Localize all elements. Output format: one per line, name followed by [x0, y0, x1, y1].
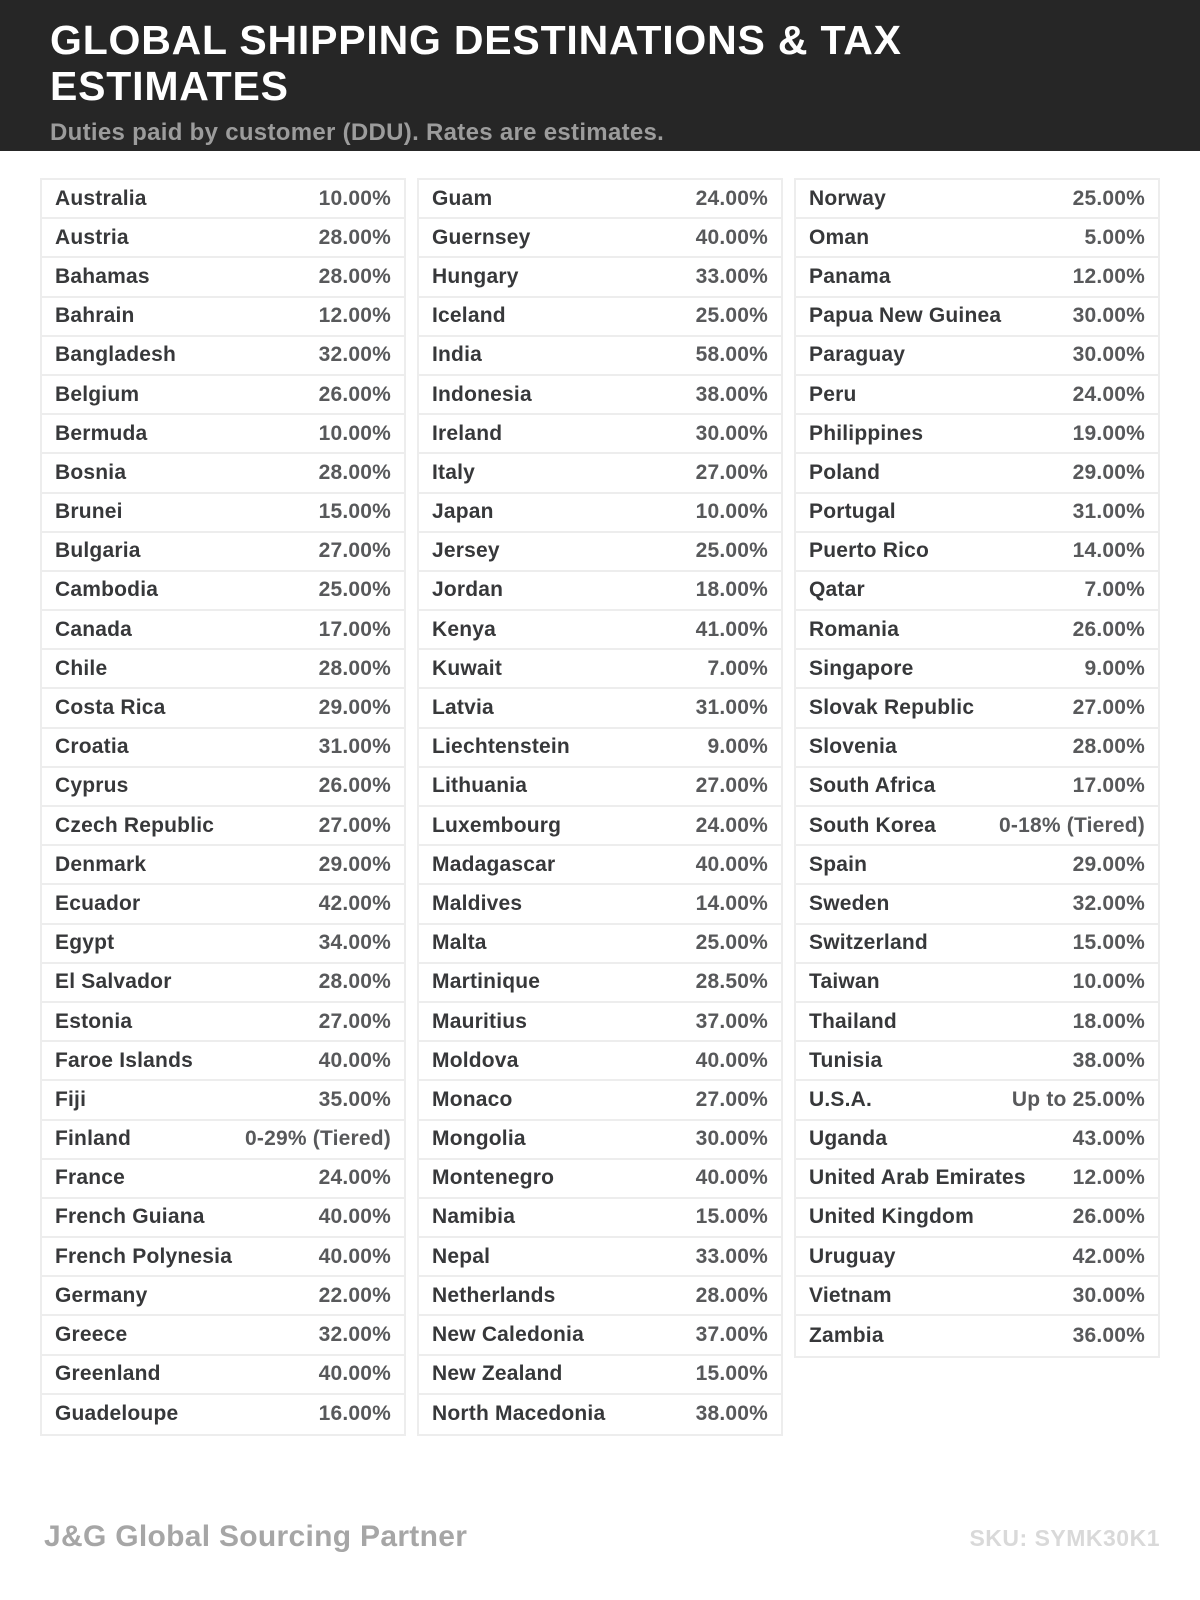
table-row: [42, 454, 404, 493]
table-row: [419, 258, 781, 297]
table-row: [796, 1003, 1158, 1042]
tax-rate: 28.00%: [1072, 735, 1145, 759]
table-row: [419, 964, 781, 1003]
tax-rate: 31.00%: [1072, 500, 1145, 524]
tax-rate: 0-18% (Tiered): [999, 813, 1145, 837]
country-name: Philippines: [809, 421, 924, 445]
tax-rate: 40.00%: [695, 225, 768, 249]
table-row: [419, 689, 781, 728]
table-row: [42, 807, 404, 846]
tax-rate: 15.00%: [695, 1362, 768, 1386]
country-name: Kuwait: [432, 656, 503, 680]
tax-rate: 36.00%: [1072, 1324, 1145, 1348]
country-name: India: [432, 343, 483, 367]
table-row: [796, 964, 1158, 1003]
tax-rate: 31.00%: [318, 735, 391, 759]
table-row: [42, 768, 404, 807]
country-name: Panama: [809, 264, 891, 288]
table-row: [42, 219, 404, 258]
table-row: [42, 650, 404, 689]
tax-rate: 14.00%: [1072, 539, 1145, 563]
tax-rate: 40.00%: [318, 1205, 391, 1229]
table-row: [42, 689, 404, 728]
tax-rate: 27.00%: [695, 460, 768, 484]
tax-rate: 28.00%: [318, 264, 391, 288]
country-name: U.S.A.: [809, 1087, 873, 1111]
country-name: Indonesia: [432, 382, 532, 406]
country-name: Cyprus: [55, 774, 129, 798]
tax-rate: 27.00%: [695, 774, 768, 798]
country-name: Latvia: [432, 696, 494, 720]
tax-rate: Up to 25.00%: [1011, 1087, 1145, 1111]
table-row: [42, 1003, 404, 1042]
tax-rate: 32.00%: [1072, 891, 1145, 915]
table-row: [419, 807, 781, 846]
table-row: [419, 729, 781, 768]
country-name: Estonia: [55, 1009, 133, 1033]
tax-rate: 29.00%: [318, 696, 391, 720]
tax-rate: 33.00%: [695, 264, 768, 288]
table-row: [796, 611, 1158, 650]
tax-table-column-1: [40, 178, 406, 1436]
tax-rate: 38.00%: [695, 382, 768, 406]
tax-rate: 30.00%: [1072, 343, 1145, 367]
table-row: [419, 1081, 781, 1120]
country-name: Uganda: [809, 1127, 888, 1151]
tax-rate: 27.00%: [318, 813, 391, 837]
country-name: Guernsey: [432, 225, 531, 249]
table-row: [42, 729, 404, 768]
tax-rate: 26.00%: [318, 774, 391, 798]
country-name: Spain: [809, 852, 868, 876]
table-row: [796, 885, 1158, 924]
country-name: Bermuda: [55, 421, 148, 445]
tax-rate: 40.00%: [695, 1048, 768, 1072]
table-row: [796, 650, 1158, 689]
tax-rate: 31.00%: [695, 696, 768, 720]
tax-rate: 7.00%: [707, 656, 768, 680]
table-row: [419, 337, 781, 376]
tax-rate: 18.00%: [695, 578, 768, 602]
tax-rate: 43.00%: [1072, 1127, 1145, 1151]
country-name: Guam: [432, 186, 493, 210]
tax-rate: 26.00%: [1072, 1205, 1145, 1229]
tax-rate: 25.00%: [1072, 186, 1145, 210]
country-name: Bahrain: [55, 304, 135, 328]
table-row: [419, 1003, 781, 1042]
tax-rate: 42.00%: [318, 891, 391, 915]
table-row: [42, 1277, 404, 1316]
country-name: Sweden: [809, 891, 890, 915]
country-name: France: [55, 1166, 126, 1190]
tax-rate: 14.00%: [695, 891, 768, 915]
country-name: Greece: [55, 1323, 128, 1347]
country-name: Montenegro: [432, 1166, 555, 1190]
page-header: [0, 0, 1200, 151]
table-row: [796, 376, 1158, 415]
country-name: South Korea: [809, 813, 937, 837]
country-name: Japan: [432, 500, 494, 524]
table-row: [419, 415, 781, 454]
table-row: [796, 1081, 1158, 1120]
tax-rate: 24.00%: [318, 1166, 391, 1190]
country-name: Moldova: [432, 1048, 519, 1072]
tax-rate: 10.00%: [318, 186, 391, 210]
table-row: [796, 1042, 1158, 1081]
table-row: [419, 494, 781, 533]
page-footer: [44, 1520, 1160, 1554]
country-name: Cambodia: [55, 578, 159, 602]
tax-rate: 7.00%: [1084, 578, 1145, 602]
country-name: Slovak Republic: [809, 696, 975, 720]
country-name: Mongolia: [432, 1127, 526, 1151]
table-row: [42, 1356, 404, 1395]
table-row: [796, 925, 1158, 964]
table-row: [42, 1199, 404, 1238]
country-name: Denmark: [55, 852, 147, 876]
country-name: Guadeloupe: [55, 1402, 179, 1426]
country-name: Taiwan: [809, 970, 880, 994]
country-name: El Salvador: [55, 970, 172, 994]
country-name: South Africa: [809, 774, 936, 798]
tax-rate: 19.00%: [1072, 421, 1145, 445]
table-row: [419, 768, 781, 807]
country-name: Jersey: [432, 539, 500, 563]
country-name: Netherlands: [432, 1283, 556, 1307]
tax-rate: 40.00%: [695, 1166, 768, 1190]
country-name: Martinique: [432, 970, 541, 994]
country-name: Maldives: [432, 891, 523, 915]
country-name: Bosnia: [55, 460, 127, 484]
table-row: [419, 650, 781, 689]
tax-rate: 30.00%: [695, 1127, 768, 1151]
table-row: [419, 533, 781, 572]
tax-rate: 28.00%: [318, 460, 391, 484]
table-row: [419, 1277, 781, 1316]
tax-rate-table: [40, 178, 1160, 1436]
table-row: [42, 1160, 404, 1199]
table-row: [796, 415, 1158, 454]
country-name: Italy: [432, 460, 476, 484]
table-row: [42, 258, 404, 297]
tax-rate: 28.00%: [318, 225, 391, 249]
table-row: [419, 1199, 781, 1238]
tax-rate: 9.00%: [707, 735, 768, 759]
table-row: [42, 1395, 404, 1434]
table-row: [419, 1395, 781, 1434]
tax-rate: 22.00%: [318, 1283, 391, 1307]
country-name: Monaco: [432, 1087, 513, 1111]
table-row: [419, 1121, 781, 1160]
table-row: [796, 807, 1158, 846]
tax-rate: 37.00%: [695, 1009, 768, 1033]
table-row: [42, 1042, 404, 1081]
country-name: Czech Republic: [55, 813, 215, 837]
country-name: New Caledonia: [432, 1323, 584, 1347]
tax-rate: 29.00%: [318, 852, 391, 876]
tax-rate: 26.00%: [318, 382, 391, 406]
country-name: Ecuador: [55, 891, 141, 915]
tax-rate: 10.00%: [1072, 970, 1145, 994]
country-name: Oman: [809, 225, 870, 249]
table-row: [796, 1121, 1158, 1160]
tax-rate: 30.00%: [1072, 304, 1145, 328]
table-row: [42, 533, 404, 572]
table-row: [42, 964, 404, 1003]
tax-rate: 38.00%: [1072, 1048, 1145, 1072]
table-row: [42, 1238, 404, 1277]
country-name: French Polynesia: [55, 1244, 233, 1268]
table-row: [796, 768, 1158, 807]
tax-table-column-3: [794, 178, 1160, 1358]
country-name: Qatar: [809, 578, 865, 602]
table-row: [42, 180, 404, 219]
table-row: [796, 298, 1158, 337]
brand-name: J&G Global Sourcing Partner: [44, 1520, 468, 1553]
tax-rate: 15.00%: [695, 1205, 768, 1229]
country-name: Tunisia: [809, 1048, 883, 1072]
table-row: [42, 846, 404, 885]
country-name: Uruguay: [809, 1244, 896, 1268]
tax-rate: 28.50%: [695, 970, 768, 994]
tax-rate: 17.00%: [318, 617, 391, 641]
table-row: [42, 572, 404, 611]
table-row: [42, 885, 404, 924]
table-row: [796, 729, 1158, 768]
country-name: Malta: [432, 931, 487, 955]
table-row: [796, 1199, 1158, 1238]
table-row: [42, 337, 404, 376]
country-name: United Arab Emirates: [809, 1166, 1026, 1190]
tax-rate: 28.00%: [318, 656, 391, 680]
country-name: Greenland: [55, 1362, 161, 1386]
country-name: Iceland: [432, 304, 506, 328]
country-name: Brunei: [55, 500, 123, 524]
table-row: [42, 415, 404, 454]
country-name: Norway: [809, 186, 887, 210]
table-row: [419, 925, 781, 964]
table-row: [796, 1238, 1158, 1277]
country-name: Austria: [55, 225, 129, 249]
country-name: North Macedonia: [432, 1402, 606, 1426]
table-row: [42, 611, 404, 650]
table-row: [796, 846, 1158, 885]
sku-label: SKU: SYMK30K1: [969, 1525, 1160, 1551]
country-name: Namibia: [432, 1205, 516, 1229]
country-name: Egypt: [55, 931, 115, 955]
page-subtitle: Duties paid by customer (DDU). Rates are estimates.: [50, 118, 665, 146]
tax-rate: 9.00%: [1084, 656, 1145, 680]
tax-rate: 32.00%: [318, 1323, 391, 1347]
table-row: [42, 376, 404, 415]
tax-rate: 27.00%: [695, 1087, 768, 1111]
tax-rate: 12.00%: [1072, 264, 1145, 288]
tax-rate: 40.00%: [318, 1048, 391, 1072]
table-row: [796, 689, 1158, 728]
country-name: Nepal: [432, 1244, 491, 1268]
tax-rate: 33.00%: [695, 1244, 768, 1268]
tax-rate: 28.00%: [318, 970, 391, 994]
table-row: [42, 1121, 404, 1160]
country-name: Faroe Islands: [55, 1048, 193, 1072]
tax-rate: 24.00%: [695, 186, 768, 210]
tax-rate: 26.00%: [1072, 617, 1145, 641]
table-row: [419, 611, 781, 650]
table-row: [796, 258, 1158, 297]
country-name: Germany: [55, 1283, 148, 1307]
country-name: Bahamas: [55, 264, 150, 288]
country-name: Papua New Guinea: [809, 304, 1002, 328]
table-row: [796, 1160, 1158, 1199]
table-row: [419, 1042, 781, 1081]
table-row: [796, 494, 1158, 533]
table-row: [419, 1356, 781, 1395]
tax-rate: 24.00%: [695, 813, 768, 837]
tax-rate: 35.00%: [318, 1087, 391, 1111]
tax-rate: 10.00%: [318, 421, 391, 445]
country-name: Portugal: [809, 500, 896, 524]
tax-rate: 40.00%: [318, 1244, 391, 1268]
table-row: [42, 298, 404, 337]
tax-rate: 40.00%: [318, 1362, 391, 1386]
country-name: Chile: [55, 656, 108, 680]
tax-rate: 41.00%: [695, 617, 768, 641]
tax-rate: 10.00%: [695, 500, 768, 524]
country-name: New Zealand: [432, 1362, 563, 1386]
table-row: [796, 572, 1158, 611]
tax-rate: 28.00%: [695, 1283, 768, 1307]
country-name: Kenya: [432, 617, 497, 641]
tax-rate: 15.00%: [318, 500, 391, 524]
tax-rate: 0-29% (Tiered): [245, 1127, 391, 1151]
tax-rate: 29.00%: [1072, 460, 1145, 484]
country-name: Romania: [809, 617, 900, 641]
tax-rate: 34.00%: [318, 931, 391, 955]
tax-rate: 16.00%: [318, 1402, 391, 1426]
country-name: Paraguay: [809, 343, 906, 367]
tax-rate: 29.00%: [1072, 852, 1145, 876]
country-name: Ireland: [432, 421, 503, 445]
country-name: French Guiana: [55, 1205, 205, 1229]
tax-rate: 5.00%: [1084, 225, 1145, 249]
table-row: [419, 454, 781, 493]
page-title: GLOBAL SHIPPING DESTINATIONS & TAX ESTIMATES: [50, 17, 902, 109]
country-name: Madagascar: [432, 852, 556, 876]
table-row: [419, 1160, 781, 1199]
tax-rate: 25.00%: [695, 931, 768, 955]
tax-rate: 24.00%: [1072, 382, 1145, 406]
table-row: [419, 572, 781, 611]
country-name: Bangladesh: [55, 343, 177, 367]
tax-rate: 38.00%: [695, 1402, 768, 1426]
tax-rate: 30.00%: [1072, 1283, 1145, 1307]
table-row: [796, 454, 1158, 493]
table-row: [419, 376, 781, 415]
table-row: [419, 1316, 781, 1355]
country-name: United Kingdom: [809, 1205, 974, 1229]
tax-rate: 27.00%: [318, 1009, 391, 1033]
table-row: [796, 1316, 1158, 1355]
tax-rate: 42.00%: [1072, 1244, 1145, 1268]
country-name: Liechtenstein: [432, 735, 570, 759]
table-row: [796, 533, 1158, 572]
tax-rate: 30.00%: [695, 421, 768, 445]
country-name: Costa Rica: [55, 696, 166, 720]
tax-rate: 17.00%: [1072, 774, 1145, 798]
country-name: Slovenia: [809, 735, 897, 759]
country-name: Australia: [55, 186, 147, 210]
tax-rate: 15.00%: [1072, 931, 1145, 955]
table-row: [796, 1277, 1158, 1316]
country-name: Jordan: [432, 578, 504, 602]
tax-rate: 40.00%: [695, 852, 768, 876]
country-name: Puerto Rico: [809, 539, 930, 563]
table-row: [42, 925, 404, 964]
country-name: Bulgaria: [55, 539, 141, 563]
table-row: [419, 219, 781, 258]
country-name: Poland: [809, 460, 881, 484]
table-row: [42, 494, 404, 533]
table-row: [42, 1081, 404, 1120]
country-name: Belgium: [55, 382, 140, 406]
country-name: Switzerland: [809, 931, 928, 955]
table-row: [419, 846, 781, 885]
tax-rate: 27.00%: [1072, 696, 1145, 720]
tax-table-column-2: [417, 178, 783, 1436]
table-row: [796, 180, 1158, 219]
table-row: [419, 298, 781, 337]
tax-rate: 58.00%: [695, 343, 768, 367]
country-name: Vietnam: [809, 1283, 892, 1307]
table-row: [419, 885, 781, 924]
table-row: [796, 219, 1158, 258]
table-row: [796, 337, 1158, 376]
country-name: Croatia: [55, 735, 129, 759]
table-row: [419, 1238, 781, 1277]
country-name: Lithuania: [432, 774, 528, 798]
tax-rate: 18.00%: [1072, 1009, 1145, 1033]
tax-rate: 25.00%: [695, 304, 768, 328]
country-name: Canada: [55, 617, 133, 641]
tax-rate: 32.00%: [318, 343, 391, 367]
country-name: Zambia: [809, 1324, 884, 1348]
country-name: Finland: [55, 1127, 132, 1151]
country-name: Thailand: [809, 1009, 897, 1033]
country-name: Mauritius: [432, 1009, 528, 1033]
tax-rate: 37.00%: [695, 1323, 768, 1347]
country-name: Singapore: [809, 656, 914, 680]
country-name: Hungary: [432, 264, 519, 288]
tax-rate: 27.00%: [318, 539, 391, 563]
tax-rate: 25.00%: [318, 578, 391, 602]
table-row: [419, 180, 781, 219]
table-row: [42, 1316, 404, 1355]
country-name: Fiji: [55, 1087, 87, 1111]
tax-rate: 12.00%: [1072, 1166, 1145, 1190]
country-name: Luxembourg: [432, 813, 562, 837]
tax-rate: 25.00%: [695, 539, 768, 563]
country-name: Peru: [809, 382, 857, 406]
tax-rate: 12.00%: [318, 304, 391, 328]
